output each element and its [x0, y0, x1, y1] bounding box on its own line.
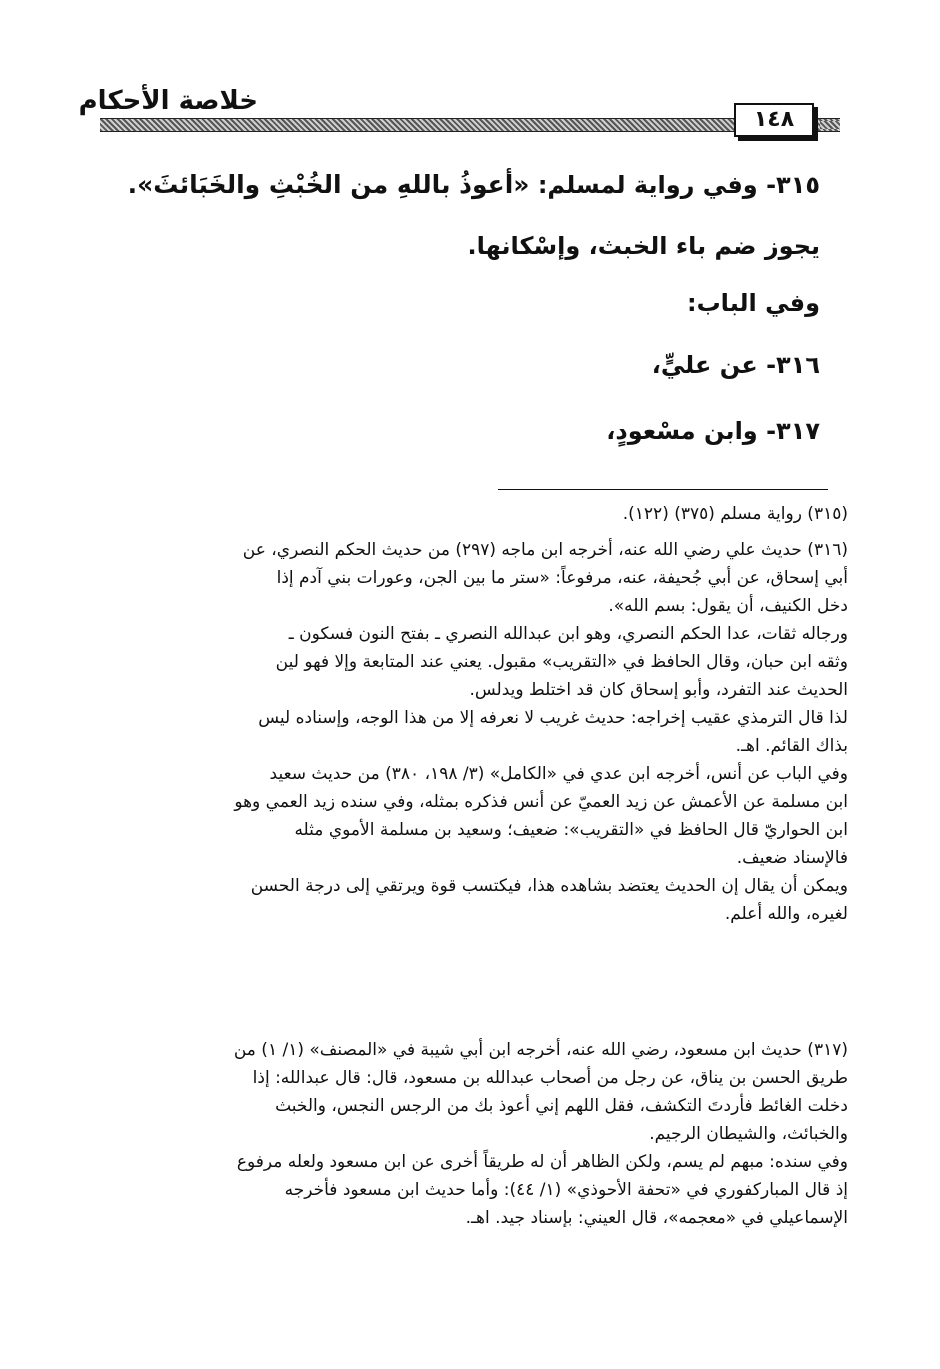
footnote-line: ويمكن أن يقال إن الحديث يعتضد بشاهده هذا، فيكتسب قوة ويرتقي إلى درجة الحسن: [250, 876, 848, 896]
entry-text: وابن مسْعودٍ،: [606, 417, 758, 445]
main-line-316: [100, 350, 820, 380]
main-line-bab: وفي الباب:: [686, 289, 820, 317]
footnote-316: [96, 536, 848, 928]
footnote-line: دخلت الغائط فأردتَ التكشف، فقل اللهم إني أعوذ بك من الرجس النجس، والخبث: [275, 1096, 848, 1116]
entry-number: ٣١٦-: [766, 351, 820, 379]
footnote-line: الحديث عند التفرد، وأبو إسحاق كان قد اختلط ويدلس.: [469, 680, 848, 700]
book-title: خلاصة الأحكام: [78, 86, 258, 116]
main-line-note: يجوز ضم باء الخبث، وإسْكانها.: [467, 232, 820, 260]
footnote-line: لغيره، والله أعلم.: [724, 904, 848, 924]
entry-number: ٣١٧-: [766, 417, 820, 445]
footnote-line: بذاك القائم. اهـ.: [735, 736, 848, 756]
footnote-separator: [498, 489, 828, 490]
entry-text: وفي رواية لمسلم:: [537, 171, 758, 199]
footnote-line: وفي الباب عن أنس، أخرجه ابن عدي في «الكامل» (٣/ ١٩٨، ٣٨٠) من حديث سعيد: [269, 764, 848, 784]
footnote-line: فالإسناد ضعيف.: [736, 848, 848, 868]
footnote-line: طريق الحسن بن يناق، عن رجل من أصحاب عبدالله بن مسعود، قال: قال عبدالله: إذا: [252, 1068, 848, 1088]
footnote-line: (٣١٦) حديث علي رضي الله عنه، أخرجه ابن ماجه (٢٩٧) من حديث الحكم النصري، عن: [242, 540, 848, 560]
header-band: [100, 118, 840, 132]
footnote-315: [96, 500, 848, 528]
footnote-line: لذا قال الترمذي عقيب إخراجه: حديث غريب لا نعرفه إلا من هذا الوجه، وإسناده ليس: [258, 708, 848, 728]
footnote-line: وثقه ابن حبان، وقال الحافظ في «التقريب» مقبول. يعني عند المتابعة وإلا فهو لين: [275, 652, 848, 672]
footnote-line: دخل الكنيف، أن يقول: بسم الله».: [608, 596, 848, 616]
footnote-line: ابن مسلمة عن الأعمش عن زيد العميّ عن أنس فذكره بمثله، وفي سنده زيد العمي وهو: [234, 792, 848, 812]
footnote-line: وفي سنده: مبهم لم يسم، ولكن الظاهر أن له طريقاً أخرى عن ابن مسعود ولعله مرفوع: [236, 1152, 848, 1172]
footnote-317: [96, 1036, 848, 1232]
footnote-line: إذ قال المباركفوري في «تحفة الأحوذي» (١/ ٤٤): وأما حديث ابن مسعود فأخرجه: [284, 1180, 848, 1200]
footnote-line: (٣١٧) حديث ابن مسعود، رضي الله عنه، أخرجه ابن أبي شيبة في «المصنف» (١/ ١) من: [233, 1040, 848, 1060]
footnote-line: ورجاله ثقات، عدا الحكم النصري، وهو ابن عبدالله النصري ـ بفتح النون فسكون ـ: [288, 624, 848, 644]
entry-text: عن عليٍّ،: [651, 351, 758, 379]
entry-number: ٣١٥-: [766, 171, 820, 199]
header-band-tail: [820, 121, 840, 129]
footnote-line: الإسماعيلي في «معجمه»، قال العيني: بإسناد جيد. اهـ.: [465, 1208, 848, 1228]
footnote-line: أبي إسحاق، عن أبي جُحيفة، عنه، مرفوعاً: «ستر ما بين الجن، وعورات بني آدم إذا: [276, 568, 848, 588]
footnote-line: والخبائث، والشيطان الرجيم.: [649, 1124, 848, 1144]
footnote-line: (٣١٥) رواية مسلم (٣٧٥) (١٢٢).: [622, 504, 848, 524]
hadith-quote: «أعوذُ باللهِ من الخُبْثِ والخَبَائثَ».: [127, 170, 530, 199]
footnote-line: ابن الحواريّ قال الحافظ في «التقريب»: ضعيف؛ وسعيد بن مسلمة الأموي مثله: [294, 820, 848, 840]
page-number: ١٤٨: [734, 103, 814, 137]
main-line-317: [100, 416, 820, 446]
main-line-315: [100, 170, 820, 200]
